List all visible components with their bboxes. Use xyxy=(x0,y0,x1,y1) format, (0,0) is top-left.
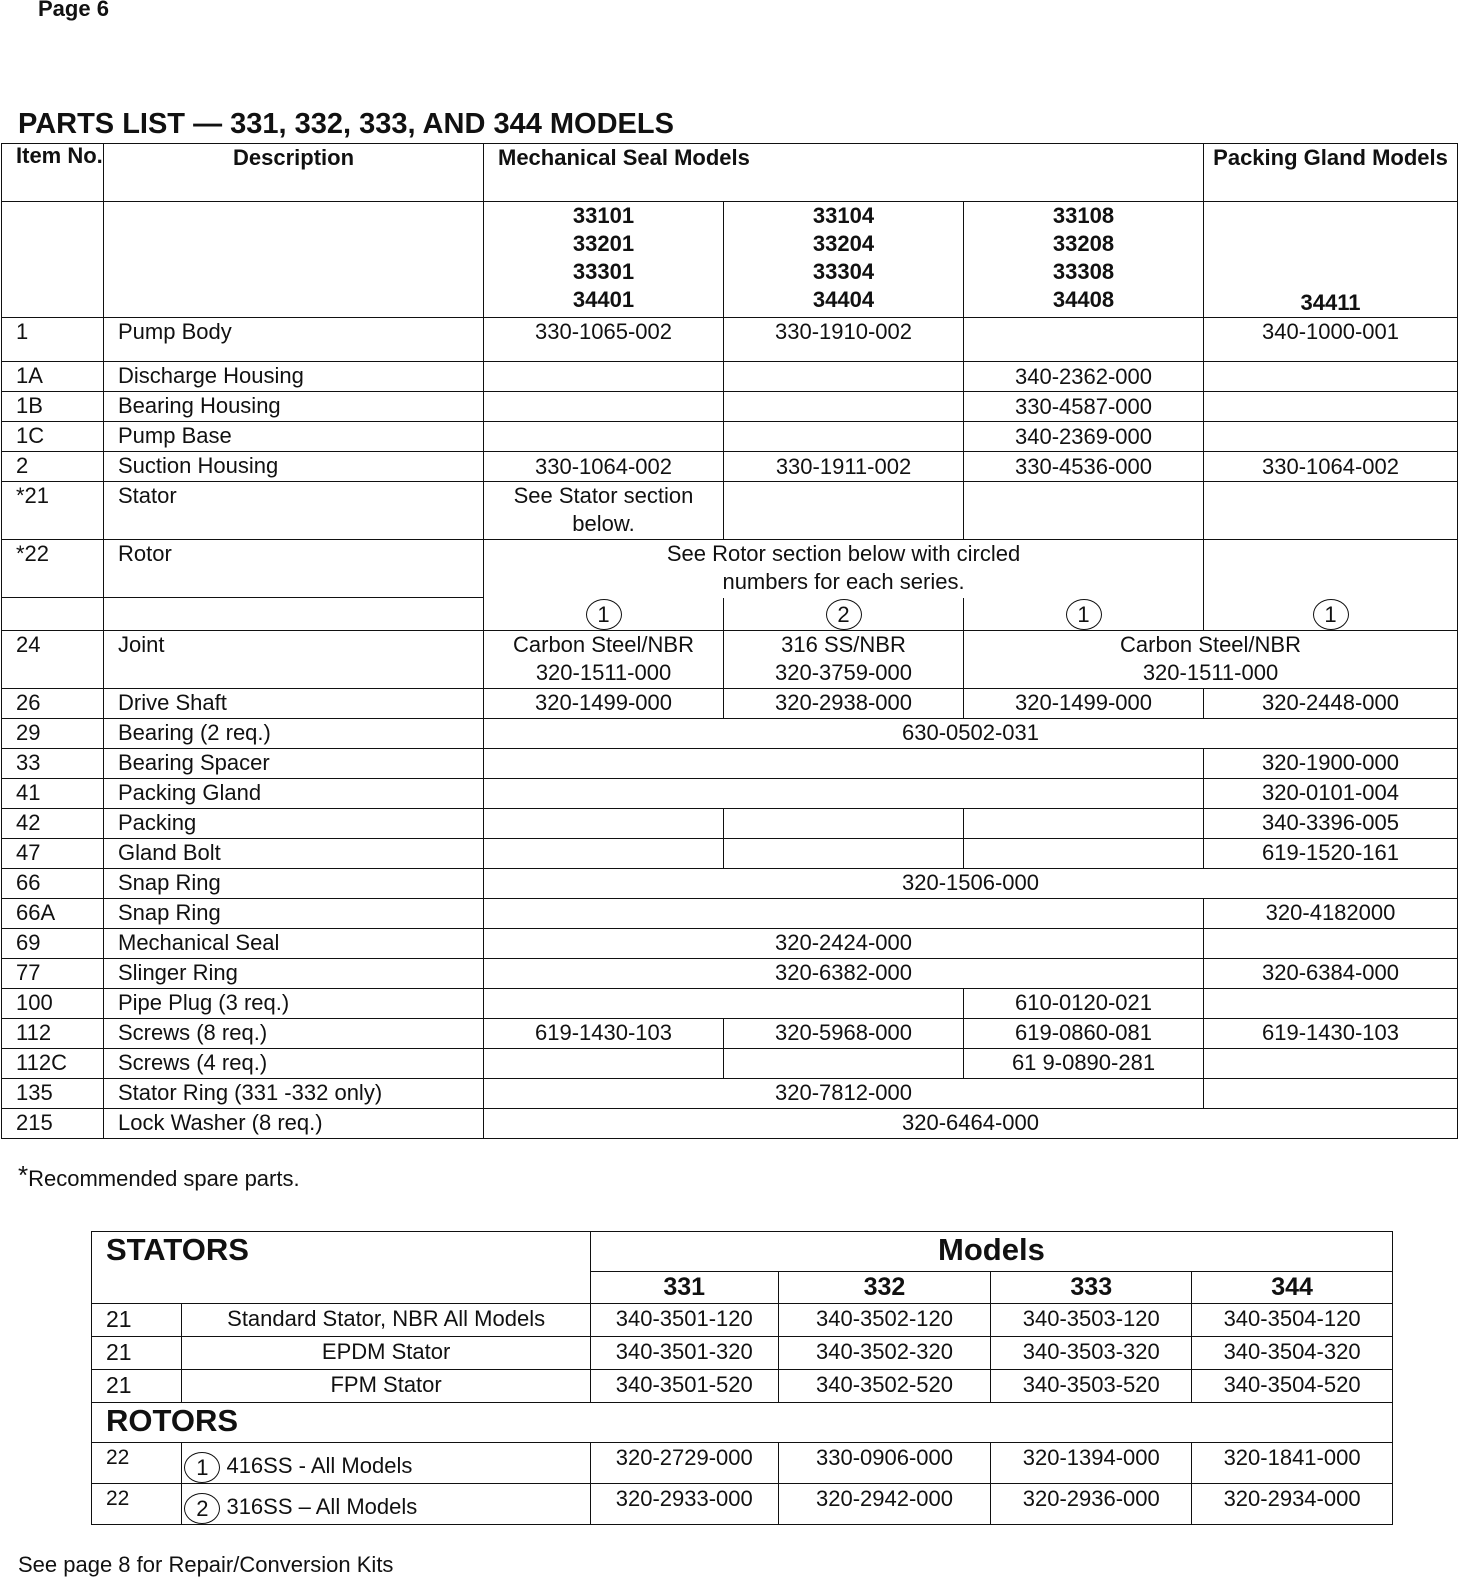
table-header-row xyxy=(2,144,1458,202)
table-row: *22 Rotor See Rotor section below with circled numbers for each series. xyxy=(2,540,1458,598)
model-col-332: 332 xyxy=(778,1272,991,1304)
table-row: *21 Stator See Stator section below. xyxy=(2,482,1458,540)
table-row: 24 Joint Carbon Steel/NBR 320-1511-000 316 SS/NBR 320-3759-000 Carbon Steel/NBR 320-1511-000 xyxy=(2,631,1458,689)
spare-parts-note: *Recommended spare parts. xyxy=(18,1160,300,1191)
table-row: 41 Packing Gland 320-0101-004 xyxy=(2,779,1458,809)
table-row: 1A Discharge Housing 340-2362-000 xyxy=(2,362,1458,392)
stators-heading: STATORS xyxy=(92,1232,591,1304)
table-row: 47 Gland Bolt 619-1520-161 xyxy=(2,839,1458,869)
table-row: 66A Snap Ring 320-4182000 xyxy=(2,899,1458,929)
table-row: 66 Snap Ring 320-1506-000 xyxy=(2,869,1458,899)
table-row: 135 Stator Ring (331 -332 only) 320-7812-000 xyxy=(2,1079,1458,1109)
table-row: 100 Pipe Plug (3 req.) 610-0120-021 xyxy=(2,989,1458,1019)
model-col-331: 331 xyxy=(590,1272,778,1304)
table-row: 69 Mechanical Seal 320-2424-000 xyxy=(2,929,1458,959)
parts-list-title: PARTS LIST — 331, 332, 333, AND 344 MODELS xyxy=(18,108,674,140)
table-row: 22 2 316SS – All Models 320-2933-000 320-2942-000 320-2936-000 320-2934-000 xyxy=(92,1484,1393,1525)
packing-gland-models-header: Packing Gland Models xyxy=(1204,144,1458,202)
table-row: 26 Drive Shaft 320-1499-000 320-2938-000 320-1499-000 320-2448-000 xyxy=(2,689,1458,719)
model-col-344: 344 xyxy=(1192,1272,1393,1304)
series-circle: 1 xyxy=(184,1452,220,1483)
table-row: 21 Standard Stator, NBR All Models 340-3501-120 340-3502-120 340-3503-120 340-3504-120 xyxy=(92,1304,1393,1337)
series-circle: 2 xyxy=(184,1493,220,1524)
table-row: 215 Lock Washer (8 req.) 320-6464-000 xyxy=(2,1109,1458,1139)
models-heading: Models xyxy=(590,1232,1392,1272)
rotor-series-row xyxy=(2,598,1458,631)
model-group-2: 33104 33204 33304 34404 xyxy=(724,202,964,318)
series-circle: 2 xyxy=(826,599,862,630)
item-no-header: Item No. xyxy=(2,144,104,202)
model-col-333: 333 xyxy=(991,1272,1192,1304)
table-row: 33 Bearing Spacer 320-1900-000 xyxy=(2,749,1458,779)
table-row: 2 Suction Housing 330-1064-002 330-1911-002 330-4536-000 330-1064-002 xyxy=(2,452,1458,482)
parts-list-table xyxy=(1,143,1458,1139)
model-group-1: 33101 33201 33301 34401 xyxy=(484,202,724,318)
table-row: 77 Slinger Ring 320-6382-000 320-6384-000 xyxy=(2,959,1458,989)
model-group-4: 34411 xyxy=(1204,202,1458,318)
description-header: Description xyxy=(104,144,484,202)
table-row: 1C Pump Base 340-2369-000 xyxy=(2,422,1458,452)
table-row: 1B Bearing Housing 330-4587-000 xyxy=(2,392,1458,422)
table-row: 112C Screws (4 req.) 61 9-0890-281 xyxy=(2,1049,1458,1079)
stators-rotors-table xyxy=(91,1231,1393,1525)
table-row: 42 Packing 340-3396-005 xyxy=(2,809,1458,839)
table-row: 1 Pump Body 330-1065-002 330-1910-002 340-1000-001 xyxy=(2,318,1458,362)
model-group-3: 33108 33208 33308 34408 xyxy=(964,202,1204,318)
model-numbers-row xyxy=(2,202,1458,318)
series-circle: 1 xyxy=(1066,599,1102,630)
table-row: 112 Screws (8 req.) 619-1430-103 320-5968-000 619-0860-081 619-1430-103 xyxy=(2,1019,1458,1049)
page-number: Page 6 xyxy=(38,0,109,21)
series-circle: 1 xyxy=(1313,599,1349,630)
table-row: 21 FPM Stator 340-3501-520 340-3502-520 340-3503-520 340-3504-520 xyxy=(92,1370,1393,1403)
repair-kits-footer: See page 8 for Repair/Conversion Kits xyxy=(18,1552,394,1577)
table-row: 29 Bearing (2 req.) 630-0502-031 xyxy=(2,719,1458,749)
table-row: 21 EPDM Stator 340-3501-320 340-3502-320 340-3503-320 340-3504-320 xyxy=(92,1337,1393,1370)
rotors-heading: ROTORS xyxy=(92,1403,1393,1443)
series-circle: 1 xyxy=(586,599,622,630)
table-row: 22 1 416SS - All Models 320-2729-000 330-0906-000 320-1394-000 320-1841-000 xyxy=(92,1443,1393,1484)
mechanical-seal-models-header: Mechanical Seal Models xyxy=(484,144,1204,202)
